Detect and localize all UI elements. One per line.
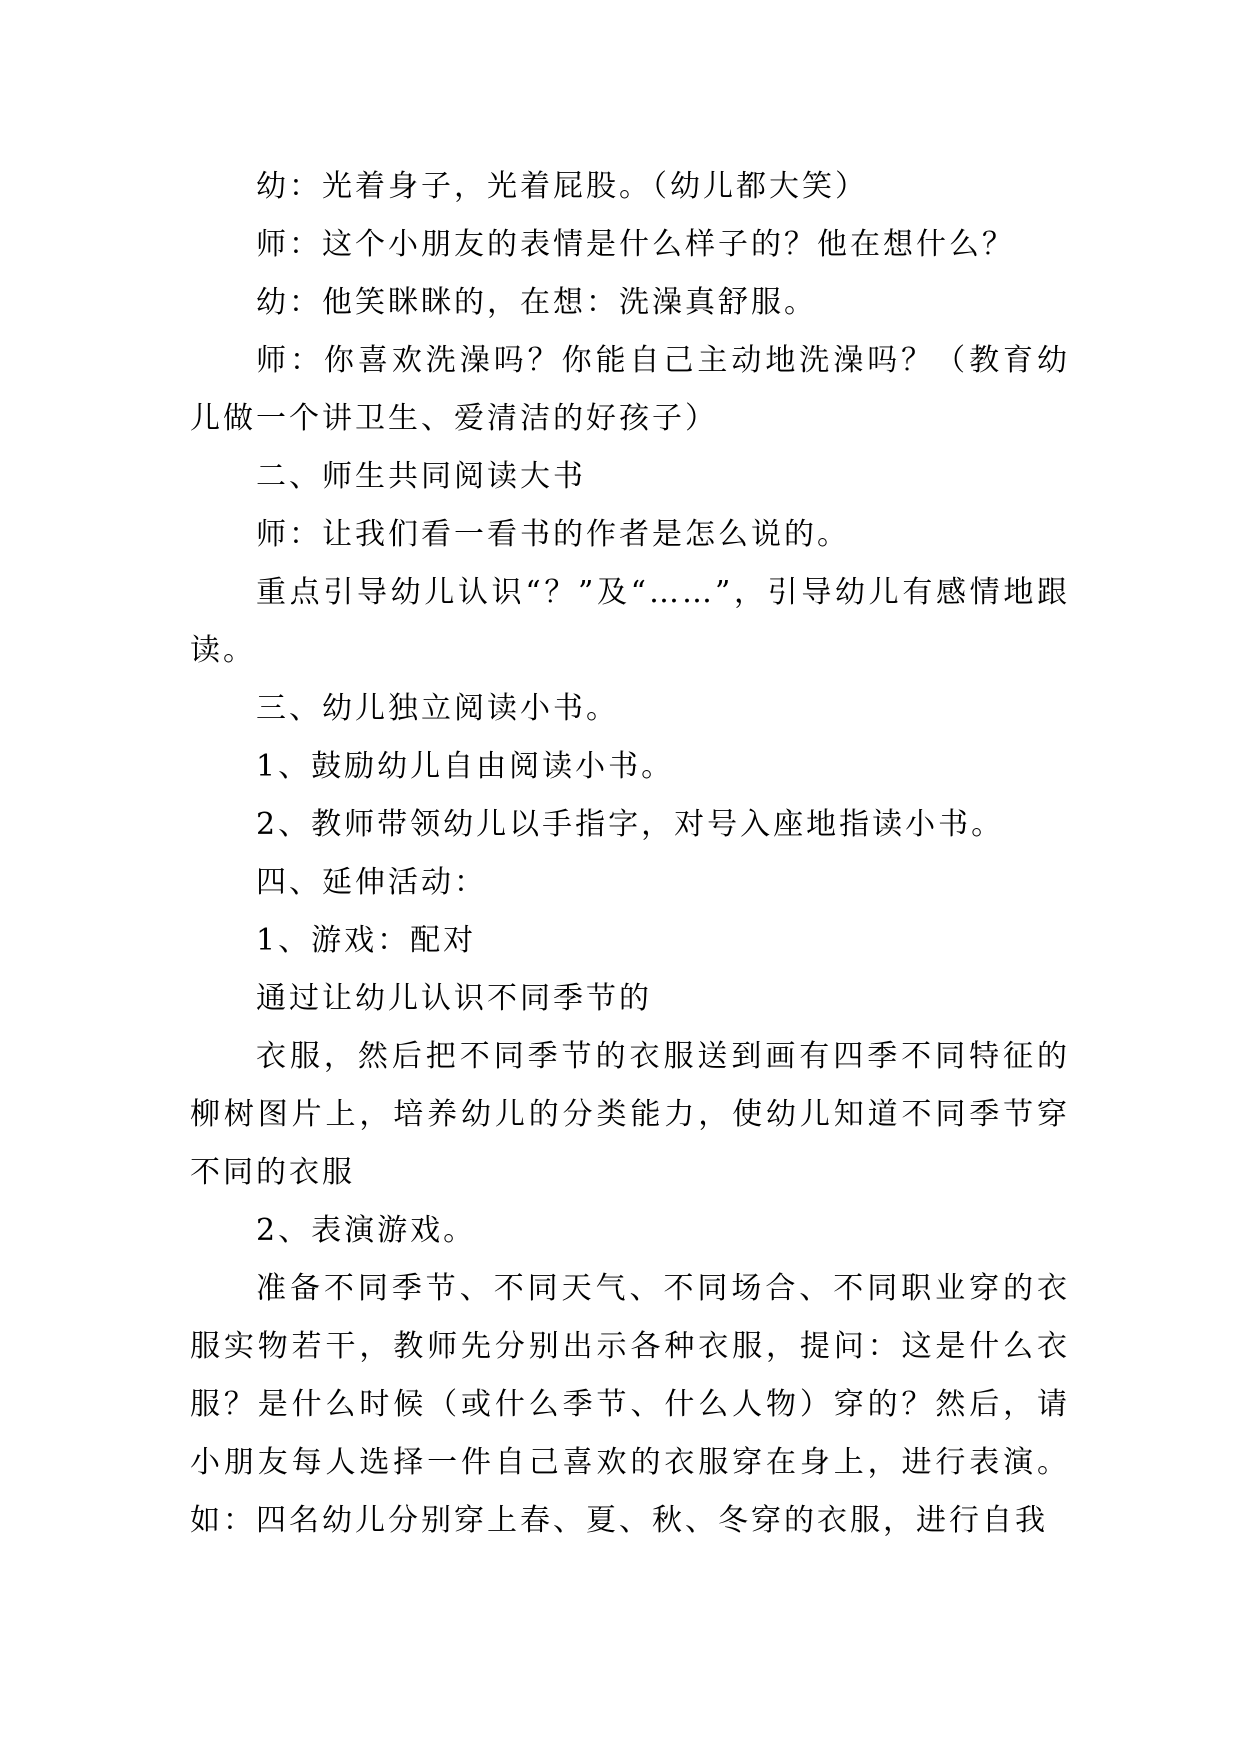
paragraph: 师：这个小朋友的表情是什么样子的？他在想什么？	[256, 227, 1015, 262]
list-item: 1、游戏：配对	[256, 923, 477, 958]
paragraph: 幼：他笑眯眯的，在想：洗澡真舒服。	[256, 285, 817, 320]
list-item: 2、表演游戏。	[256, 1213, 477, 1248]
list-item: 1、鼓励幼儿自由阅读小书。	[256, 749, 675, 784]
section-heading: 三、幼儿独立阅读小书。	[256, 691, 619, 726]
list-item: 2、教师带领幼儿以手指字，对号入座地指读小书。	[256, 807, 1005, 842]
paragraph: 衣服，然后把不同季节的衣服送到画有四季不同特征的柳树图片上，培养幼儿的分类能力，使幼儿知道不同季节穿不同的衣服	[190, 1039, 1070, 1190]
paragraph: 重点引导幼儿认识“？”及“……”，引导幼儿有感情地跟读。	[190, 575, 1070, 668]
section-heading: 二、师生共同阅读大书	[256, 459, 586, 494]
document-body	[190, 158, 1070, 1550]
paragraph: 师：你喜欢洗澡吗？你能自己主动地洗澡吗？（教育幼儿做一个讲卫生、爱清洁的好孩子）	[190, 343, 1070, 436]
paragraph: 准备不同季节、不同天气、不同场合、不同职业穿的衣服实物若干，教师先分别出示各种衣服，提问：这是什么衣服？是什么时候（或什么季节、什么人物）穿的？然后，请小朋友每人选择一件自己喜欢的衣服穿在身上，进行表演。如：四名幼儿分别穿上春、夏、秋、冬穿的衣服，进行自我	[190, 1271, 1070, 1538]
paragraph: 幼：光着身子，光着屁股。（幼儿都大笑）	[256, 169, 868, 204]
section-heading: 四、延伸活动：	[256, 865, 487, 900]
paragraph: 师：让我们看一看书的作者是怎么说的。	[256, 517, 850, 552]
paragraph: 通过让幼儿认识不同季节的	[256, 981, 652, 1016]
